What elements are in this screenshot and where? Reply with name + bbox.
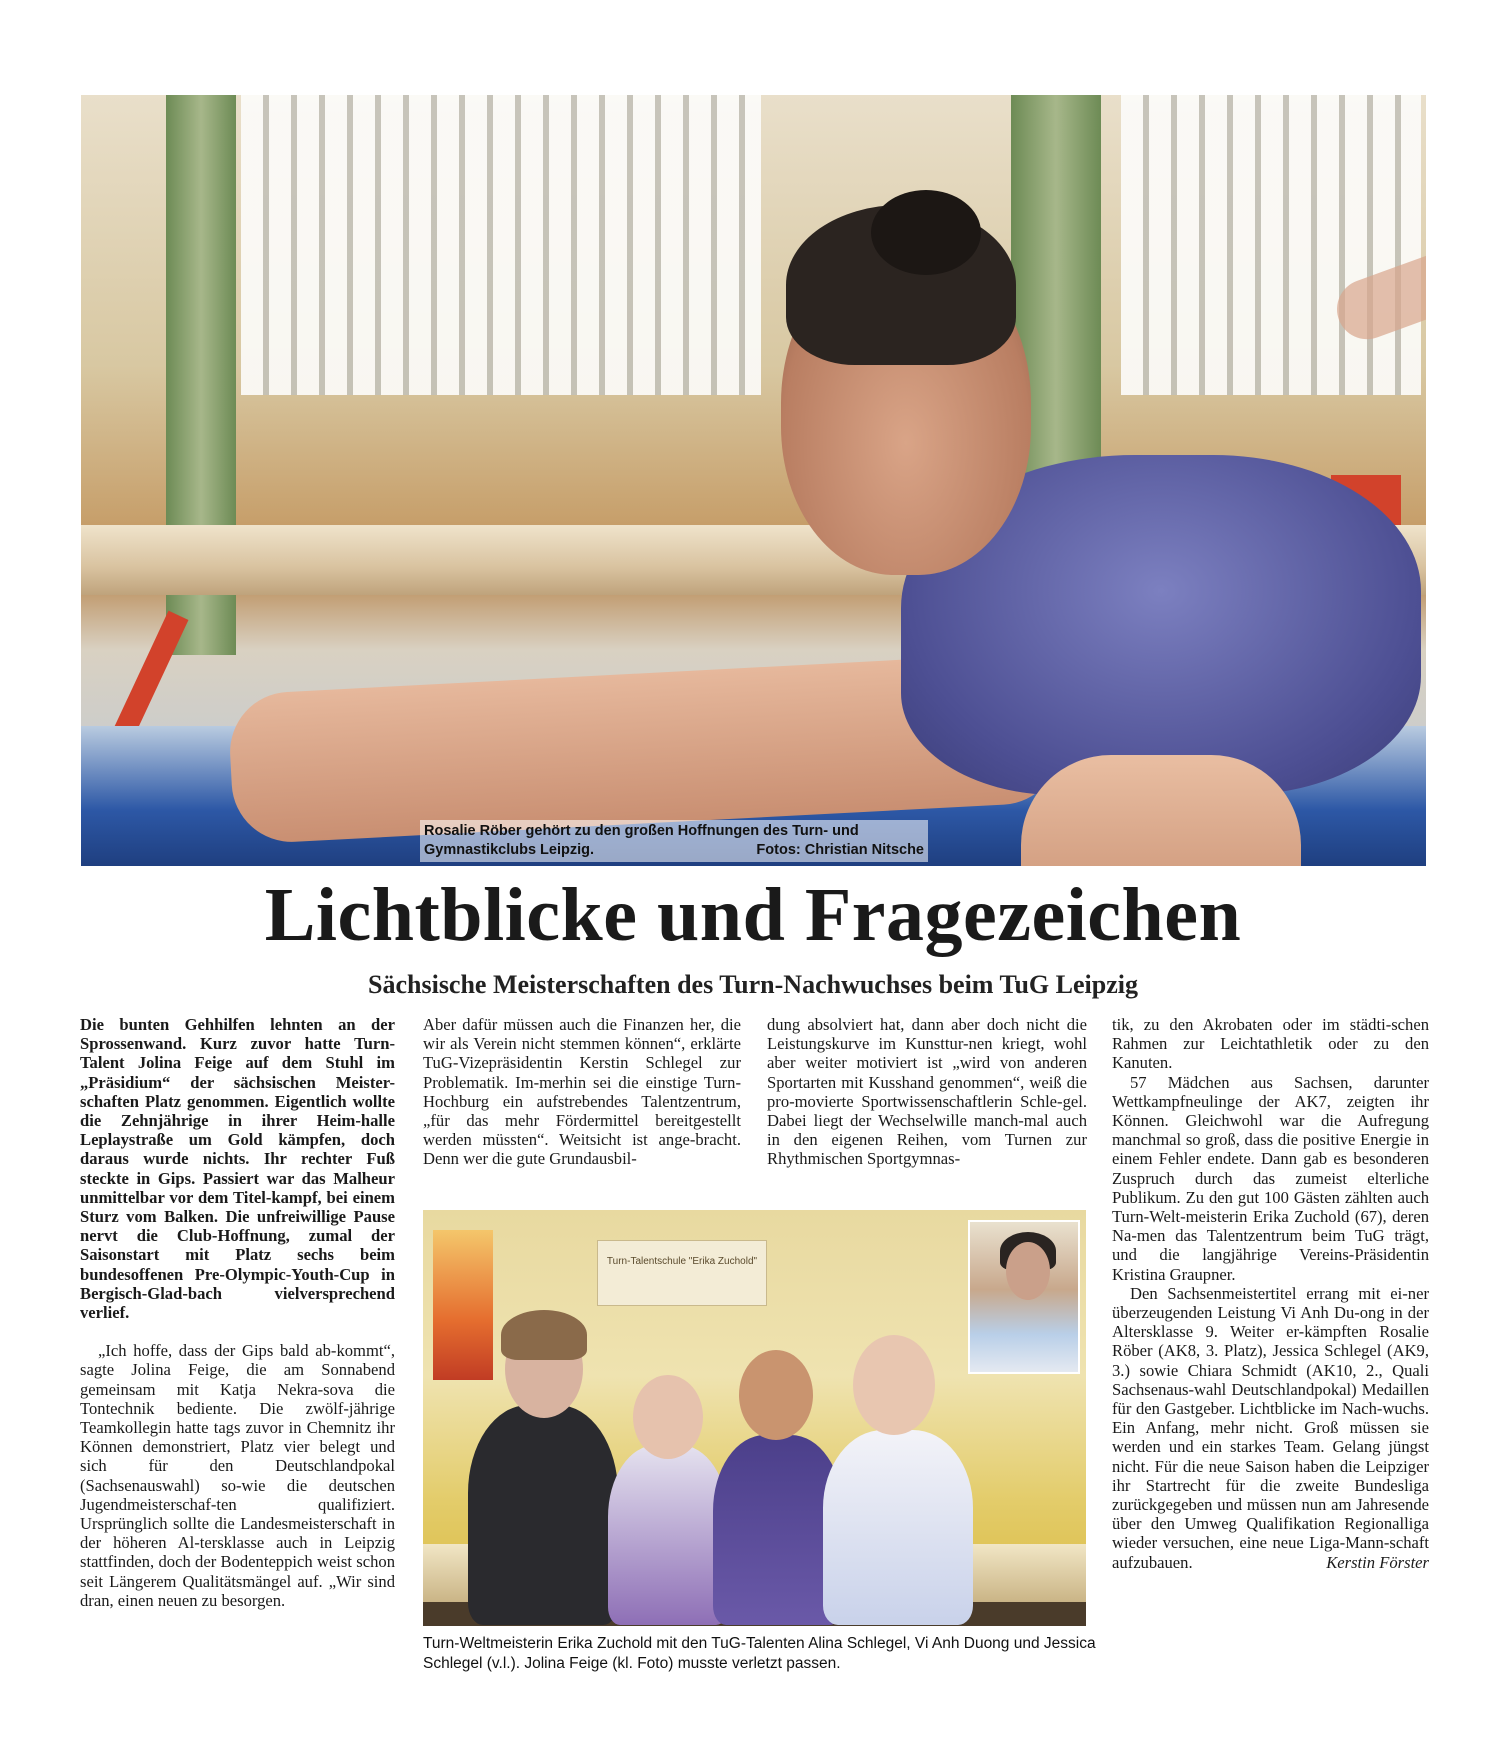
article-column-1	[80, 1015, 395, 1610]
headline: Lichtblicke und Fragezeichen	[264, 873, 1242, 957]
author-byline: Kerstin Förster	[1326, 1552, 1429, 1572]
inset-photo	[968, 1220, 1080, 1374]
paragraph: tik, zu den Akrobaten oder im städti-schen Rahmen zur Leichtathletik oder zu den Kanuten.	[1112, 1015, 1429, 1073]
article-column-4	[1112, 1015, 1429, 1572]
photo-credit: Fotos: Christian Nitsche	[756, 842, 924, 858]
hero-photo-caption	[420, 820, 928, 862]
article-column-2	[423, 1015, 741, 1169]
poster-image	[433, 1230, 493, 1380]
paragraph: Aber dafür müssen auch die Finanzen her, die wir als Verein nicht stemmen können“, erklärte TuG-Vizepräsidentin Kerstin Schlegel zur Problematik. Im-merhin sei die einstige Turn-Hochburg ein aufstrebendes Talentzentrum, „für das mehr Fördermittel bereitgestellt werden müssten“. Weitsicht ist ange-bracht. Denn wer die gute Grundausbil-	[423, 1015, 741, 1169]
hero-caption-text: Rosalie Röber gehört zu den großen Hoffnungen des Turn- und Gymnastikclubs Leipzig.	[424, 823, 859, 858]
paragraph	[1112, 1284, 1429, 1572]
paragraph: dung absolviert hat, dann aber doch nicht die Leistungskurve im Kunsttur-nen kriegt, wohl aber weiter motiviert ist „wird von anderen Sportarten mit Kusshand genommen“, weiß die pro-movierte Sportwissenschaftlerin Schle-gel. Dabei liegt der Wechselwille manch-mal auch in den eigenen Reihen, vom Turnen zur Rhythmischen Sportgymnas-	[767, 1015, 1087, 1169]
paragraph-text: Den Sachsenmeistertitel errang mit ei-ner überzeugenden Leistung Vi Anh Du-ong in der Altersklasse 9. Weiter er-kämpften Rosalie Röber (AK8, 3. Platz), Jessica Schlegel (AK9, 3.) sowie Chiara Schmidt (AK10, 2., Quali Sachsenaus-wahl Deutschlandpokal) Medaillen für den Gastgeber. Lichtblicke im Nach-wuchs. Ein Anfang, mehr nicht. Groß müssen sie werden und ein starkes Team. Gelang jüngst nicht. Für die neue Saison haben die Leipziger ihr Startrecht für die zweite Bundesliga zurückgegeben und müssen nun am Jahresende über den Umweg Qualifikation Regionalliga wieder versuchen, eine neue Liga-Mann-schaft aufzubauen.	[1112, 1283, 1429, 1572]
paragraph: 57 Mädchen aus Sachsen, darunter Wettkampfneulinge der AK7, zeigten ihr Können. Gleichwohl war die Aufregung manchmal so groß, dass die positive Energie in einem Fehler endete. Dann gab es besonderen Zuspruch durch das zumeist elterliche Publikum. Zu den gut 100 Gästen zählten auch Turn-Welt-meisterin Erika Zuchold (67), deren Na-men das Talentzentrum beim TuG trägt, und die langjährige Vereins-Präsidentin Kristina Graupner.	[1112, 1072, 1429, 1284]
hero-photo	[81, 95, 1426, 866]
subheadline: Sächsische Meisterschaften des Turn-Nachwuchses beim TuG Leipzig	[368, 970, 1138, 999]
paragraph: „Ich hoffe, dass der Gips bald ab-kommt“, sagte Jolina Feige, die am Sonnabend gemeinsam mit Katja Nekra-sova die Tontechnik bediente. Die zwölf-jährige Teamkollegin hatte tags zuvor in Chemnitz ihr Können demonstriert, Platz vier belegt und sich für den Deutschlandpokal (Sachsenauswahl) so-wie die deutschen Jugendmeisterschaf-ten qualifiziert. Ursprünglich sollte die Landesmeisterschaft in der höheren Al-tersklasse auch in Leipzig stattfinden, doch der Bodenteppich weist schon seit Längerem Qualitätsmängel auf. „Wir sind dran, einen neuen zu besorgen.	[80, 1341, 395, 1610]
group-photo-caption: Turn-Weltmeisterin Erika Zuchold mit den TuG-Talenten Alina Schlegel, Vi Anh Duong und Jessica Schlegel (v.l.). Jolina Feige (kl. Foto) musste verletzt passen.	[423, 1635, 1096, 1672]
lead-paragraph: Die bunten Gehhilfen lehnten an der Sprossenwand. Kurz zuvor hatte Turn-Talent Jolina Feige auf dem Stuhl im „Präsidium“ der sächsischen Meister-schaften Platz genommen. Eigentlich wollte die Zehnjährige in ihrer Heim-halle Leplaystraße um Gold kämpfen, doch daraus wurde nichts. Ihr rechter Fuß steckte in Gips. Passiert war das Malheur unmittelbar vor dem Titel-kampf, bei einem Sturz vom Balken. Die unfreiwillige Pause nervt die Club-Hoffnung, zumal der Saisonstart mit Platz sechs beim bundesoffenen Pre-Olympic-Youth-Cup in Bergisch-Glad-bach vielversprechend verlief.	[80, 1015, 395, 1323]
article-column-3	[767, 1015, 1087, 1169]
school-sign: Turn-Talentschule "Erika Zuchold"	[597, 1240, 767, 1306]
group-photo	[423, 1210, 1086, 1626]
